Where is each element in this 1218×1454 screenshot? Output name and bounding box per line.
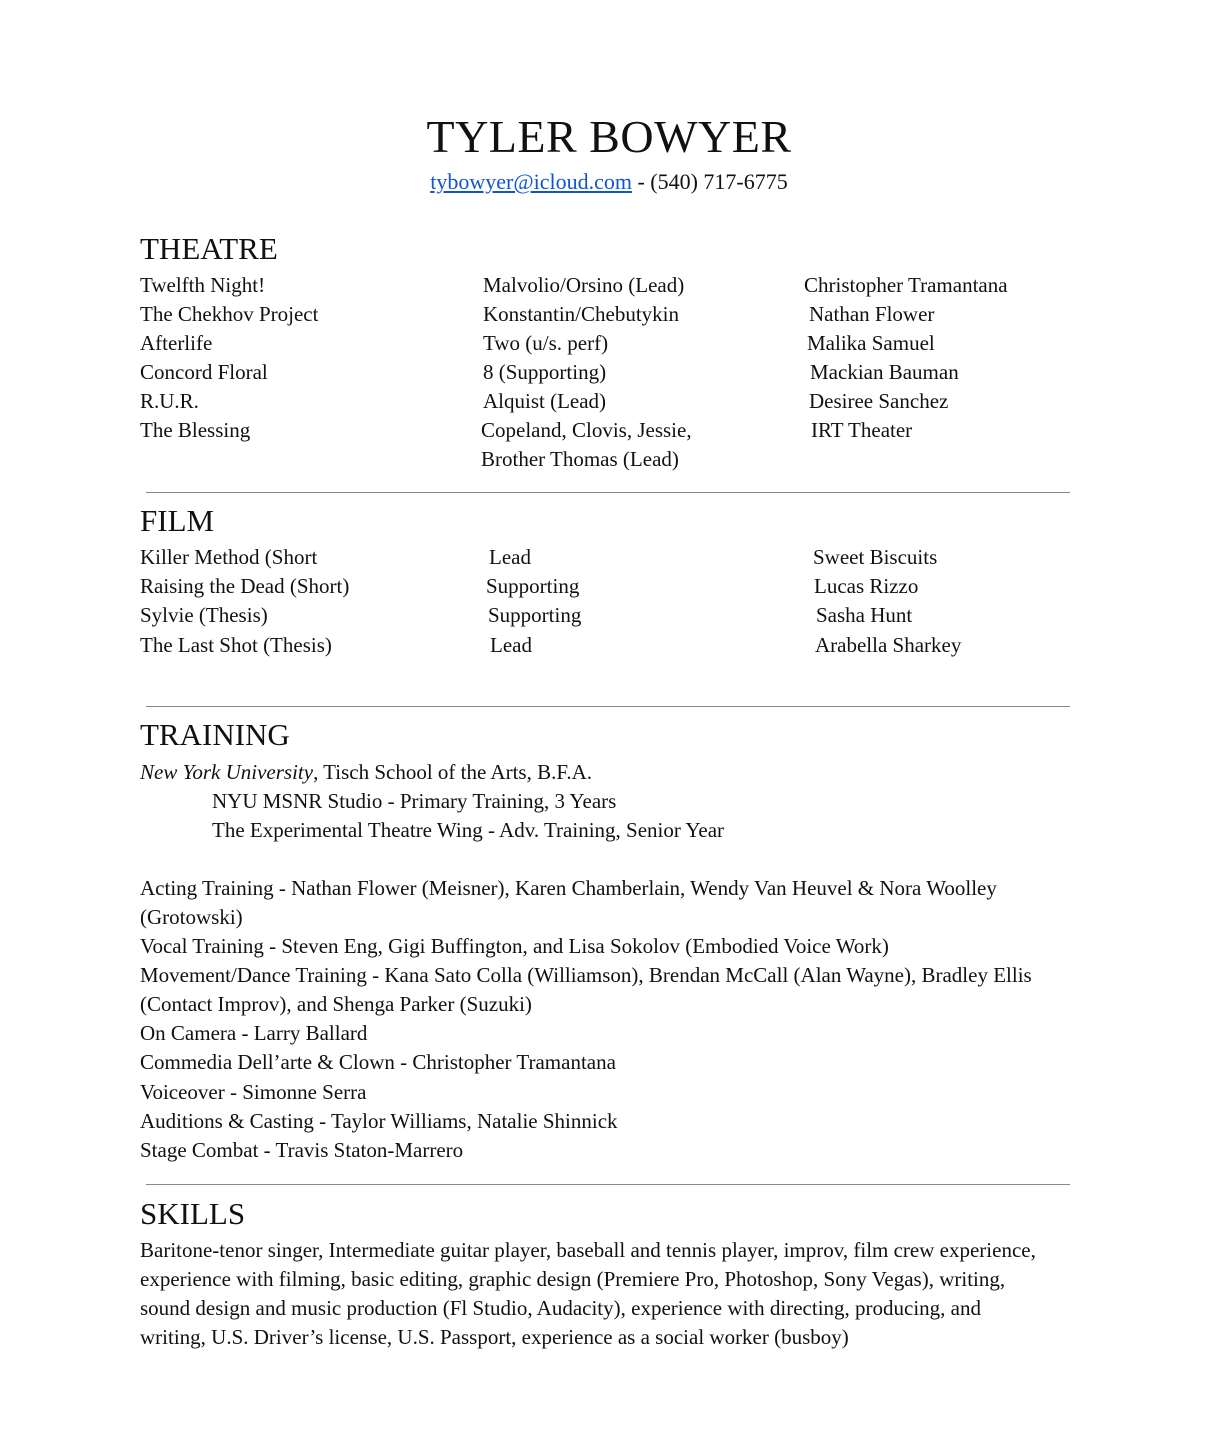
film-production: The Last Shot (Thesis) <box>140 633 332 657</box>
theatre-role: Copeland, Clovis, Jessie, <box>481 418 692 442</box>
vocal-training: Vocal Training - Steven Eng, Gigi Buffington, and Lisa Sokolov (Embodied Voice Work) <box>140 934 889 958</box>
film-heading: FILM <box>140 503 215 538</box>
theatre-production: The Chekhov Project <box>140 302 319 326</box>
section-divider <box>146 492 1070 493</box>
contact-separator: - <box>631 169 651 194</box>
film-role: Supporting <box>486 574 580 598</box>
theatre-director: Desiree Sanchez <box>809 389 949 413</box>
theatre-director: Nathan Flower <box>809 302 935 326</box>
theatre-production: Concord Floral <box>140 360 268 384</box>
section-divider <box>146 1184 1070 1185</box>
training-studio: The Experimental Theatre Wing - Adv. Training, Senior Year <box>212 818 725 842</box>
film-director: Sasha Hunt <box>816 603 913 627</box>
resume-name: TYLER BOWYER <box>426 111 792 162</box>
movement-training: Movement/Dance Training - Kana Sato Colla (Williamson), Brendan McCall (Alan Wayne), Bradley Ellis (Contact Improv), and Shenga Parker (Suzuki) <box>140 963 1032 1016</box>
voiceover-training: Voiceover - Simonne Serra <box>140 1080 367 1104</box>
acting-training: Acting Training - Nathan Flower (Meisner), Karen Chamberlain, Wendy Van Heuvel & Nora Woolley (Grotowski) <box>140 876 997 929</box>
film-production: Raising the Dead (Short) <box>140 574 350 598</box>
film-director: Lucas Rizzo <box>814 574 919 598</box>
theatre-production: R.U.R. <box>140 389 199 413</box>
skills-text: Baritone-tenor singer, Intermediate guitar player, baseball and tennis player, improv, film crew experience, experience with filming, basic editing, graphic design (Premiere Pro, Photoshop, Sony Vegas), writing, sound design and music production (Fl Studio, Audacity), experience with directing, producing, and writing, U.S. Driver’s license, U.S. Passport, experience as a social worker (busboy) <box>140 1238 1036 1349</box>
phone-number: (540) 717-6775 <box>650 169 788 194</box>
theatre-role: Alquist (Lead) <box>483 389 607 413</box>
theatre-director: Mackian Bauman <box>810 360 959 384</box>
theatre-role: Two (u/s. perf) <box>483 331 609 355</box>
training-heading: TRAINING <box>140 717 290 752</box>
theatre-production: Twelfth Night! <box>140 273 266 297</box>
theatre-production: Afterlife <box>140 331 213 355</box>
camera-training: On Camera - Larry Ballard <box>140 1021 368 1045</box>
training-school <box>140 758 592 787</box>
film-role: Lead <box>490 633 532 657</box>
school-name: New York University <box>140 760 314 784</box>
theatre-heading: THEATRE <box>140 231 278 266</box>
film-director: Arabella Sharkey <box>815 633 962 657</box>
email-link[interactable]: tybowyer@icloud.com <box>430 169 632 194</box>
combat-training: Stage Combat - Travis Staton-Marrero <box>140 1138 464 1162</box>
film-production: Killer Method (Short <box>140 545 318 569</box>
auditions-training: Auditions & Casting - Taylor Williams, Natalie Shinnick <box>140 1109 618 1133</box>
film-role: Supporting <box>488 603 582 627</box>
film-role: Lead <box>489 545 531 569</box>
theatre-director: Malika Samuel <box>807 331 935 355</box>
contact-line <box>0 169 1218 195</box>
theatre-role: Konstantin/Chebutykin <box>483 302 679 326</box>
theatre-director: Christopher Tramantana <box>804 273 1008 297</box>
theatre-role: 8 (Supporting) <box>483 360 607 384</box>
theatre-role: Malvolio/Orsino (Lead) <box>483 273 685 297</box>
skills-heading: SKILLS <box>140 1196 246 1231</box>
section-divider <box>146 706 1070 707</box>
theatre-production: The Blessing <box>140 418 251 442</box>
film-director: Sweet Biscuits <box>813 545 938 569</box>
training-studio: NYU MSNR Studio - Primary Training, 3 Years <box>212 789 617 813</box>
commedia-training: Commedia Dell’arte & Clown - Christopher Tramantana <box>140 1050 616 1074</box>
theatre-role-continuation: Brother Thomas (Lead) <box>481 447 679 471</box>
film-production: Sylvie (Thesis) <box>140 603 268 627</box>
school-details: , Tisch School of the Arts, B.F.A. <box>313 760 593 784</box>
theatre-director: IRT Theater <box>811 418 913 442</box>
